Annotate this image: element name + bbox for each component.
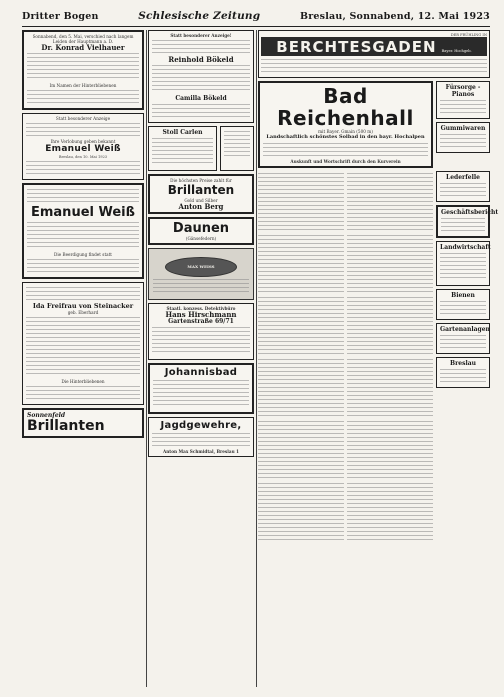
- notice-text-block: [152, 65, 250, 93]
- advert-word: Johannisbad: [164, 367, 238, 378]
- advert-word: Gartenanlagen: [440, 326, 490, 334]
- notice-name: Stoll Carlen: [162, 129, 203, 136]
- advert-detektivbuero: [148, 303, 254, 360]
- side-advert: [436, 289, 490, 320]
- advert-tagline: Landschaftlich schönstes Solbad in den bayr. Hochalpen: [266, 134, 425, 141]
- masthead: Schlesische Zeitung: [138, 10, 261, 22]
- side-advert: [436, 357, 490, 388]
- advert-text-block: [440, 183, 486, 197]
- notice-name: Reinhold Bökeld: [168, 55, 234, 64]
- advert-text-block: [440, 100, 486, 114]
- notice-text-block: [26, 317, 140, 377]
- advert-text-block: [224, 131, 250, 159]
- article-text-block: [347, 359, 433, 419]
- advert-text-block: [152, 327, 250, 355]
- notice-name: Ida Freifrau von Steinacker: [32, 302, 134, 311]
- advert-word: Jagdgewehre,: [160, 420, 242, 431]
- advert-word: Fürsorge - Pianos: [445, 84, 481, 99]
- article-text-block: [258, 359, 344, 419]
- notice-text-block: [26, 287, 140, 301]
- obituary-name: Dr. Konrad Vielhauer: [41, 43, 125, 52]
- advert-text-block: [153, 279, 249, 293]
- advert-text-block: [261, 59, 487, 73]
- advert-head: Staatl. konzess. Detektivbüro: [166, 306, 236, 311]
- advert-word: BERCHTESGADEN: [276, 38, 437, 57]
- notice-intro: Statt besonderer Anzeige: [55, 116, 111, 121]
- advert-word: Bad Reichenhall: [277, 84, 414, 131]
- advert-word: Daunen: [172, 221, 230, 236]
- advert-subtext: (Gänsefedern): [185, 236, 217, 241]
- advert-berchtesgaden: [258, 30, 490, 78]
- advert-brand: Sonnenfeld: [27, 412, 66, 420]
- obituary-text-block: [27, 53, 139, 81]
- notice-text-block: [26, 386, 140, 400]
- notice-text-block: [27, 259, 139, 273]
- advert-text-block: [152, 433, 250, 447]
- small-advert: [220, 126, 254, 171]
- obituary-signature: Im Namen der Hinterbliebenen: [49, 83, 117, 88]
- berchtesgaden-banner: [261, 37, 487, 56]
- article-text-column: [347, 171, 433, 545]
- side-ads-bottom: [436, 171, 499, 545]
- advert-subtext: Gold und Silber: [184, 198, 218, 203]
- header-left: Dritter Bogen: [22, 11, 99, 22]
- notice-name: Emanuel Weiß: [30, 205, 135, 221]
- side-ads-top: [436, 81, 490, 171]
- obituary-text-block: [27, 90, 139, 104]
- obituary-weiss-2: [22, 183, 144, 279]
- article-text-block: [258, 297, 344, 357]
- advert-firm: Hans Hirschmann: [165, 310, 237, 319]
- notice-boekeld: [148, 30, 254, 123]
- notice-label: Ihre Verlobung geben bekannt: [50, 139, 116, 144]
- advert-text-block: [441, 218, 485, 232]
- advert-jagdgewehre: [148, 417, 254, 457]
- notice-label: Die Beerdigung findet statt: [53, 252, 112, 258]
- side-advert: [436, 323, 490, 354]
- advert-tagline: DER FRÜHLING IN: [450, 33, 487, 37]
- column-obituaries: [22, 30, 147, 687]
- advert-word: Geschäftsbericht: [441, 209, 499, 217]
- advert-firm: Anton Berg: [178, 202, 224, 211]
- notice-text-block: [152, 40, 250, 54]
- article-text-block: [258, 173, 344, 233]
- header-date: Breslau, Sonnabend, 12. Mai 1923: [299, 11, 490, 22]
- advert-word: Landwirtschaft: [440, 244, 491, 252]
- advert-reichenhall: [258, 81, 433, 168]
- advert-subtext: mit Bayer. Gmain (500 m): [318, 129, 373, 135]
- article-text-block: [258, 483, 344, 543]
- advert-tagline: Bayer. Hochgeb.: [441, 49, 472, 54]
- column-resorts: [258, 30, 499, 687]
- column-notices: [148, 30, 257, 687]
- article-text-block: [258, 421, 344, 481]
- side-advert: [436, 171, 490, 202]
- article-text-block: [347, 421, 433, 481]
- advert-text-block: [153, 380, 249, 408]
- advert-brillanten: [22, 408, 144, 438]
- side-advert: [436, 241, 490, 286]
- advert-word: Brillanten: [167, 183, 235, 197]
- notice-text-block: [26, 123, 140, 137]
- row-reichenhall: [258, 81, 490, 171]
- advert-text-block: [440, 335, 486, 349]
- advert-max-weiss: [148, 248, 254, 300]
- article-text-block: [347, 483, 433, 543]
- article-text-block: [347, 173, 433, 233]
- advert-daunen: [148, 217, 254, 245]
- advert-info: Auskunft und Wortschrift durch den Kurverein: [290, 159, 401, 165]
- notice-text-block: [152, 104, 250, 118]
- obituary-vielhauer: [22, 30, 144, 110]
- row-small-notices: [148, 126, 254, 174]
- advert-firm: Anton Max Schmidtal, Breslau 1: [162, 449, 240, 454]
- advert-text-block: [440, 134, 486, 148]
- advert-text-block: [263, 143, 428, 157]
- obituary-steinacker: [22, 282, 144, 405]
- advert-word: Brillanten: [27, 418, 105, 435]
- notice-text-block: [27, 222, 139, 250]
- notice-carlen: [148, 126, 217, 171]
- advert-word: Breslau: [450, 360, 476, 368]
- advert-word: Bienen: [451, 292, 475, 300]
- advert-text-block: [440, 369, 486, 383]
- side-advert: [436, 81, 490, 119]
- side-advert: [436, 205, 499, 238]
- side-advert: [436, 122, 490, 153]
- obituary-intro: Sonnabend, den 5. Mai, verschied nach langem Leiden der Hauptmann a. D.: [32, 34, 134, 44]
- notice-signature: Die Hinterbliebenen: [61, 379, 105, 385]
- notice-text-block: [26, 161, 140, 175]
- advert-johannisbad: [148, 363, 254, 414]
- row-body-text: [258, 171, 499, 545]
- advert-text-block: [440, 301, 486, 315]
- notice-name: Emanuel Weiß: [45, 144, 121, 154]
- page-header: [22, 10, 490, 27]
- notice-place: Breslau, den 10. Mai 1923: [58, 155, 108, 159]
- article-text-column: [258, 171, 344, 545]
- notice-text-block: [27, 189, 139, 203]
- advert-word: Lederfelle: [446, 174, 480, 182]
- advert-text-block: [440, 253, 486, 281]
- notice-subname: geb. Eberhard: [67, 310, 99, 316]
- advert-brillanten-berg: [148, 174, 254, 214]
- advert-seal: MAX WEISS: [165, 257, 237, 277]
- obituary-weiss-1: [22, 113, 144, 180]
- article-text-block: [347, 297, 433, 357]
- notice-subname: Camilla Bökeld: [175, 95, 227, 102]
- notice-head: Statt besonderer Anzeige!: [170, 33, 232, 38]
- advert-word: Gummiwaren: [440, 125, 486, 133]
- notice-text-block: [152, 138, 213, 166]
- article-text-block: [258, 235, 344, 295]
- advert-head: Die höchsten Preise zahlt für: [170, 178, 232, 183]
- advert-address: Gartenstraße 69/71: [168, 318, 234, 325]
- article-text-block: [347, 235, 433, 295]
